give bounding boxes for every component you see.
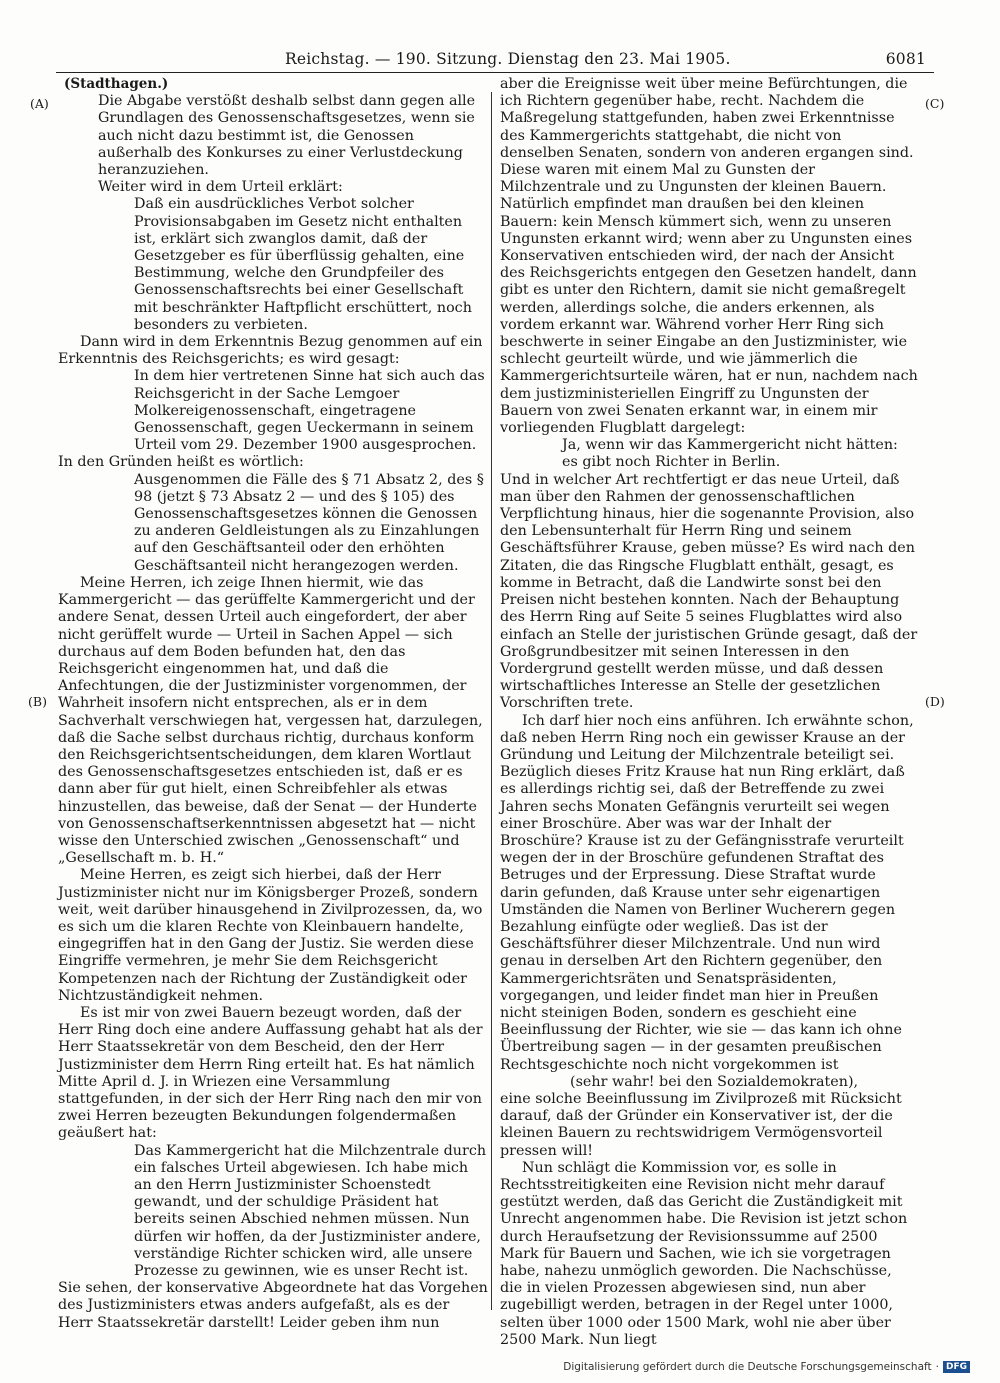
- margin-mark-c: (C): [925, 96, 945, 111]
- paragraph: Und in welcher Art rechtfertigt er das neue Urteil, daß man über den Rahmen der genossenschaftlichen Verpflichtung hinaus, hier die sogenannte Provision, also den Lebensunterhalt für Herrn Ring und seinem Geschäftsführer Krause, geben müsse? Es wird nach den Zitaten, die das Ringsche Flugblatt enthält, gesagt, es komme in Betracht, daß die Landwirte sonst bei den Preisen nicht bestehen konnten. Nach der Behauptung des Herrn Ring auf Seite 5 seines Flugblattes wird also einfach an Stelle der juristischen Gründe gesagt, daß der Großgrundbesitzer mit seinen Interessen in den Vordergrund gestellt werden müsse, und daß dessen wirtschaftliches Interesse an Stelle der gesetzlichen Vorschriften trete.: [500, 471, 918, 712]
- paragraph: Ich darf hier noch eins anführen. Ich erwähnte schon, daß neben Herrn Ring noch ein gewisser Krause an der Gründung und Leitung der Milchzentrale beteiligt sei. Bezüglich dieses Fritz Krause hat nun Ring erklärt, daß es allerdings richtig sei, daß der Betreffende zu zwei Jahren sechs Monaten Gefängnis verurteilt sei wegen einer Broschüre. Aber was war der Inhalt der Broschüre? Krause ist zu der Gefängnisstrafe verurteilt wegen der in der Broschüre gefundenen Straftat des Betruges und der Erpressung. Diese Straftat wurde darin gefunden, daß Krause unter sehr eigenartigen Umständen die Namen von Berliner Wucherern gegen Bezahlung einfügte oder wegließ. Das ist der Geschäftsführer dieser Milchzentrale. Und nun wird genau in derselben Art den Richtern gegenüber, den Kammergerichtsräten und Senatspräsidenten, vorgegangen, und leider findet man hier in Preußen nicht steinigen Boden, sondern es geschieht eine Beeinflussung der Richter, wie sie — das kann ich ohne Übertreibung sagen — in der gesamten preußischen Rechtsgeschichte noch nicht vorgekommen ist: [500, 712, 914, 1073]
- paragraph: In den Gründen heißt es wörtlich:: [58, 454, 304, 471]
- paragraph: Sie sehen, der konservative Abgeordnete hat das Vorgehen des Justizministers etwas anders aufgefaßt, als es der Herr Staatssekretär darstellt! Leider geben ihm nun: [58, 1280, 488, 1331]
- block-quote: Ausgenommen die Fälle des § 71 Absatz 2, des § 98 (jetzt § 73 Absatz 2 — und des § 105) des Genossenschaftsgesetzes können die Genossen zu anderen Geldleistungen als zu Einzahlungen auf den Geschäftsanteil oder den erhöhten Geschäftsanteil nicht herangezogen werden.: [134, 471, 484, 574]
- header-title: Reichstag. — 190. Sitzung. Dienstag den 23. Mai 1905.: [285, 50, 731, 68]
- right-column: [500, 76, 918, 1349]
- block-quote: Ja, wenn wir das Kammergericht nicht hätten: es gibt noch Richter in Berlin.: [562, 437, 898, 471]
- block-quote: In dem hier vertretenen Sinne hat sich auch das Reichsgericht in der Sache Lemgoer Molkereigenossenschaft, eingetragene Genossenschaft, gegen Ueckermann in seinem Urteil vom 29. Dezember 1900 ausgesprochen.: [134, 368, 485, 454]
- left-column: [58, 76, 488, 1332]
- dfg-logo: DFG: [943, 1361, 970, 1373]
- paragraph: Es ist mir von zwei Bauern bezeugt worden, daß der Herr Ring doch eine andere Auffassung gehabt hat als der Herr Staatssekretär von dem Bescheid, den der Herr Justizminister dem Herrn Ring erteilt hat. Es hat nämlich Mitte April d. J. in Wriezen eine Versammlung stattgefunden, in der sich der Herr Ring nach den mir von zwei Herren bezeugten Bekundungen folgendermaßen geäußert hat:: [58, 1004, 483, 1142]
- margin-mark-d: (D): [925, 694, 945, 709]
- paragraph: Dann wird in dem Erkenntnis Bezug genommen auf ein Erkenntnis des Reichsgerichts; es wird gesagt:: [58, 334, 483, 368]
- paragraph: Die Abgabe verstößt deshalb selbst dann gegen alle Grundlagen des Genossenschaftsgesetzes, wenn sie auch nicht dazu bestimmt ist, die Genossen außerhalb des Konkurses zu einer Verlustdeckung heranzuziehen.: [98, 93, 476, 179]
- paragraph: Nun schlägt die Kommission vor, es solle in Rechtsstreitigkeiten eine Revision nicht mehr darauf gestützt werden, daß das Gericht die Zuständigkeit mit Unrecht angenommen habe. Die Revision ist jetzt schon durch Heraufsetzung der Revisionssumme auf 2500 Mark für Bauern und Sachen, wie ich sie vorgetragen habe, nahezu unmöglich geworden. Die Nachschüsse, die in vielen Prozessen abgewiesen sind, nun aber zugebilligt werden, betragen in der Regel unter 1000, selten über 1000 oder 1500 Mark, wohl nie aber über 2500 Mark. Nun liegt: [500, 1159, 908, 1348]
- paragraph: Meine Herren, ich zeige Ihnen hiermit, wie das Kammergericht — das gerüffelte Kammergericht und der andere Senat, dessen Urteil auch eingefordert, der aber nicht gerüffelt wurde — Urteil in Sachen Appel — sich durchaus auf dem Boden befunden hat, den das Reichsgericht eingenommen hat, und daß die Anfechtungen, die der Justizminister vorgenommen, der Wahrheit insofern nicht entsprechen, als er in dem Sachverhalt verschwiegen hat, vergessen hat, darzulegen, daß die Sache selbst durchaus richtig, durchaus konform den Reichsgerichtsentscheidungen, dem klaren Wortlaut des Genossenschaftsgesetzes entschieden ist, daß er es dann aber für gut hielt, einen Schreibfehler als etwas hinzustellen, das beweise, daß der Senat — der Hunderte von Genossenschaftserkenntnissen abgesetzt hat — nicht wisse den Unterschied zwischen „Genossenschaft“ und „Gesellschaft m. b. H.“: [58, 574, 483, 867]
- paragraph: eine solche Beeinflussung im Zivilprozeß mit Rücksicht darauf, daß der Gründer ein Konservativer ist, der die kleinen Bauern zu rechtswidrigem Vermögensvorteil pressen will!: [500, 1090, 902, 1159]
- margin-mark-b: (B): [28, 694, 47, 709]
- paragraph: Weiter wird in dem Urteil erklärt:: [98, 179, 343, 196]
- margin-mark-a: (A): [30, 96, 49, 111]
- footer-text: Digitalisierung gefördert durch die Deutsche Forschungsgemeinschaft: [563, 1361, 932, 1373]
- running-header: [60, 46, 930, 72]
- block-quote: Daß ein ausdrückliches Verbot solcher Provisionsabgaben im Gesetz nicht enthalten ist, erklärt sich zwanglos damit, daß der Gesetzgeber es für überflüssig gehalten, eine Bestimmung, welche den Grundpfeiler des Genossenschaftsrechts bei einer Gesellschaft mit beschränkter Haftpflicht erschüttert, noch besonders zu verbieten.: [134, 196, 472, 333]
- footer-separator: ·: [935, 1361, 939, 1373]
- footer-credit: [563, 1361, 970, 1373]
- block-quote: Das Kammergericht hat die Milchzentrale durch ein falsches Urteil abgewiesen. Ich habe mich an den Herrn Justizminister Schoenstedt gewandt, und der schuldige Präsident hat bereits seinen Abschied nehmen müssen. Nun dürfen wir hoffen, da der Justizminister andere, verständige Richter schicken wird, alle unsere Prozesse zu gewinnen, wie es unser Recht ist.: [134, 1142, 487, 1280]
- paragraph: aber die Ereignisse weit über meine Befürchtungen, die ich Richtern gegenüber habe, recht. Nachdem die Maßregelung stattgefunden, haben zwei Erkenntnisse des Kammergerichts stattgehabt, die nicht von denselben Senaten, sondern von anderen ergangen sind. Diese waren mit einem Mal zu Gunsten der Milchzentrale und zu Ungunsten der kleinen Bauern. Natürlich empfindet man draußen bei den kleinen Bauern: kein Mensch kümmert sich, wenn zu unseren Ungunsten erkannt wird; wenn aber zu Ungunsten eines Konservativen entschieden wird, der nach der Ansicht des Reichsgerichts entgegen den Gesetzen handelt, dann gibt es unter den Richtern, damit sie nicht gemaßregelt werden, allerdings solche, die anders erkennen, als vordem erkannt war. Während vorher Herr Ring sich beschwerte in seiner Eingabe an den Justizminister, wie schlecht geurteilt würde, und wie jämmerlich die Kammergerichtsurteile wären, hat er nun, nachdem nach dem justizministeriellen Eingriff zu Ungunsten der Bauern von zwei Senaten erkannt war, in einem mir vorliegenden Flugblatt dargelegt:: [500, 76, 918, 437]
- header-rule: [56, 72, 934, 73]
- paragraph: Meine Herren, es zeigt sich hierbei, daß der Herr Justizminister nicht nur im Königsberger Prozeß, sondern weit, weit darüber hinausgehend in Zivilprozessen, da, wo es sich um die klaren Rechte von Kleinbauern handelte, eingegriffen hat in den Gang der Justiz. Sie werden diese Eingriffe vermehren, je mehr Sie dem Reichsgericht Kompetenzen nach der Richtung der Zuständigkeit oder Nichtzuständigkeit nehmen.: [58, 867, 483, 1004]
- speaker-label: (Stadthagen.): [64, 76, 169, 92]
- page-number: 6081: [885, 50, 926, 68]
- column-divider: [491, 92, 492, 1310]
- interjection: (sehr wahr! bei den Sozialdemokraten),: [570, 1073, 859, 1090]
